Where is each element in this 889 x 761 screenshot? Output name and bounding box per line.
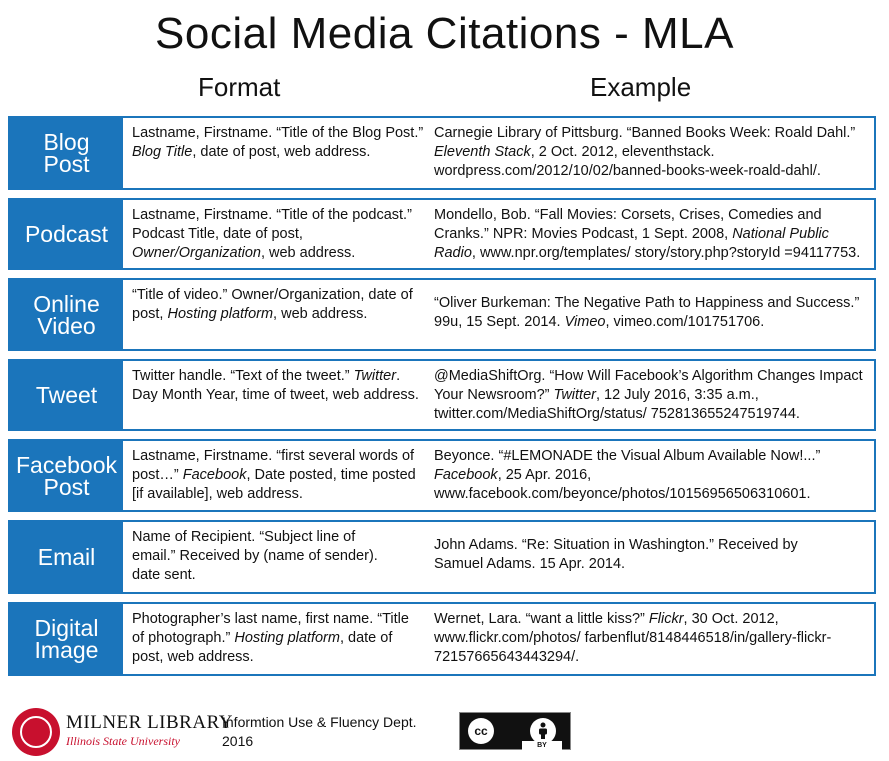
citation-row-blog-post: [8, 116, 876, 190]
format-text: Photographer’s last name, first name. “Title of photograph.” Hosting platform, date of post, web address.: [132, 611, 409, 665]
format-text: Lastname, Firstname. “Title of the podcast.” Podcast Title, date of post, Owner/Organization, web address.: [132, 207, 412, 261]
citation-row-email: [8, 520, 876, 594]
department-name: Informtion Use & Fluency Dept.: [222, 714, 417, 730]
row-label: Blog Post: [10, 118, 123, 188]
example-text: Beyonce. “#LEMONADE the Visual Album Available Now!...” Facebook, 25 Apr. 2016, www.facebook.com/beyonce/photos/10156956506310601.: [434, 448, 821, 502]
format-text: Twitter handle. “Text of the tweet.” Twitter. Day Month Year, time of tweet, web address.: [132, 368, 419, 403]
row-label: Online Video: [10, 280, 123, 349]
format-text: “Title of video.” Owner/Organization, date of post, Hosting platform, web address.: [132, 287, 413, 322]
by-label: BY: [522, 741, 562, 750]
example-text: Carnegie Library of Pittsburg. “Banned Books Week: Roald Dahl.” Eleventh Stack, 2 Oct. 2012, eleventhstack. wordpress.com/2012/10/02/banned-books-week-roald-dahl/.: [434, 125, 856, 179]
row-label: Facebook Post: [10, 441, 123, 510]
citation-row-tweet: [8, 359, 876, 431]
row-label: Email: [10, 522, 123, 592]
creative-commons-badge: [459, 712, 571, 750]
university-seal-icon: [12, 708, 60, 756]
example-text: John Adams. “Re: Situation in Washington.” Received by Samuel Adams. 15 Apr. 2014.: [434, 537, 798, 572]
example-text: Wernet, Lara. “want a little kiss?” Flickr, 30 Oct. 2012, www.flickr.com/photos/ farbenflut/8148446518/in/gallery-flickr-72157665643443294/.: [434, 611, 832, 665]
format-column-header: Format: [198, 72, 281, 102]
row-label: Digital Image: [10, 604, 123, 674]
person-icon: [536, 722, 550, 740]
citation-row-digital-image: [8, 602, 876, 676]
citation-row-podcast: [8, 198, 876, 270]
footer: [0, 700, 889, 761]
citation-row-online-video: [8, 278, 876, 351]
format-text: Lastname, Firstname. “Title of the Blog Post.” Blog Title, date of post, web address.: [132, 125, 424, 160]
row-label: Podcast: [10, 200, 123, 268]
page-title: Social Media Citations - MLA: [155, 9, 734, 58]
library-name: MILNER LIBRARY: [66, 712, 233, 733]
citation-row-facebook-post: [8, 439, 876, 512]
example-text: Mondello, Bob. “Fall Movies: Corsets, Crises, Comedies and Cranks.” NPR: Movies Podcast, 1 Sept. 2008, National Public Radio, www.npr.org/templates/ story/story.php?storyId =94117753.: [434, 207, 861, 261]
row-label: Tweet: [10, 361, 123, 429]
example-column-header: Example: [590, 72, 692, 102]
department-year: 2016: [222, 733, 254, 749]
example-text: “Oliver Burkeman: The Negative Path to Happiness and Success.” 99u, 15 Sept. 2014. Vimeo, vimeo.com/101751706.: [434, 295, 860, 330]
cc-icon: cc: [468, 718, 494, 744]
library-subtitle: Illinois State University: [66, 734, 180, 748]
format-text: Name of Recipient. “Subject line of email.” Received by (name of sender). date sent.: [132, 529, 378, 583]
format-text: Lastname, Firstname. “first several words of post…” Facebook, Date posted, time posted [if available], web address.: [132, 448, 416, 502]
example-text: @MediaShiftOrg. “How Will Facebook’s Algorithm Changes Impact Your Newsroom?” Twitter, 12 July 2016, 3:35 a.m., twitter.com/MediaShiftOrg/status/ 752813655247519744.: [434, 368, 863, 422]
department-credit: [222, 713, 417, 751]
